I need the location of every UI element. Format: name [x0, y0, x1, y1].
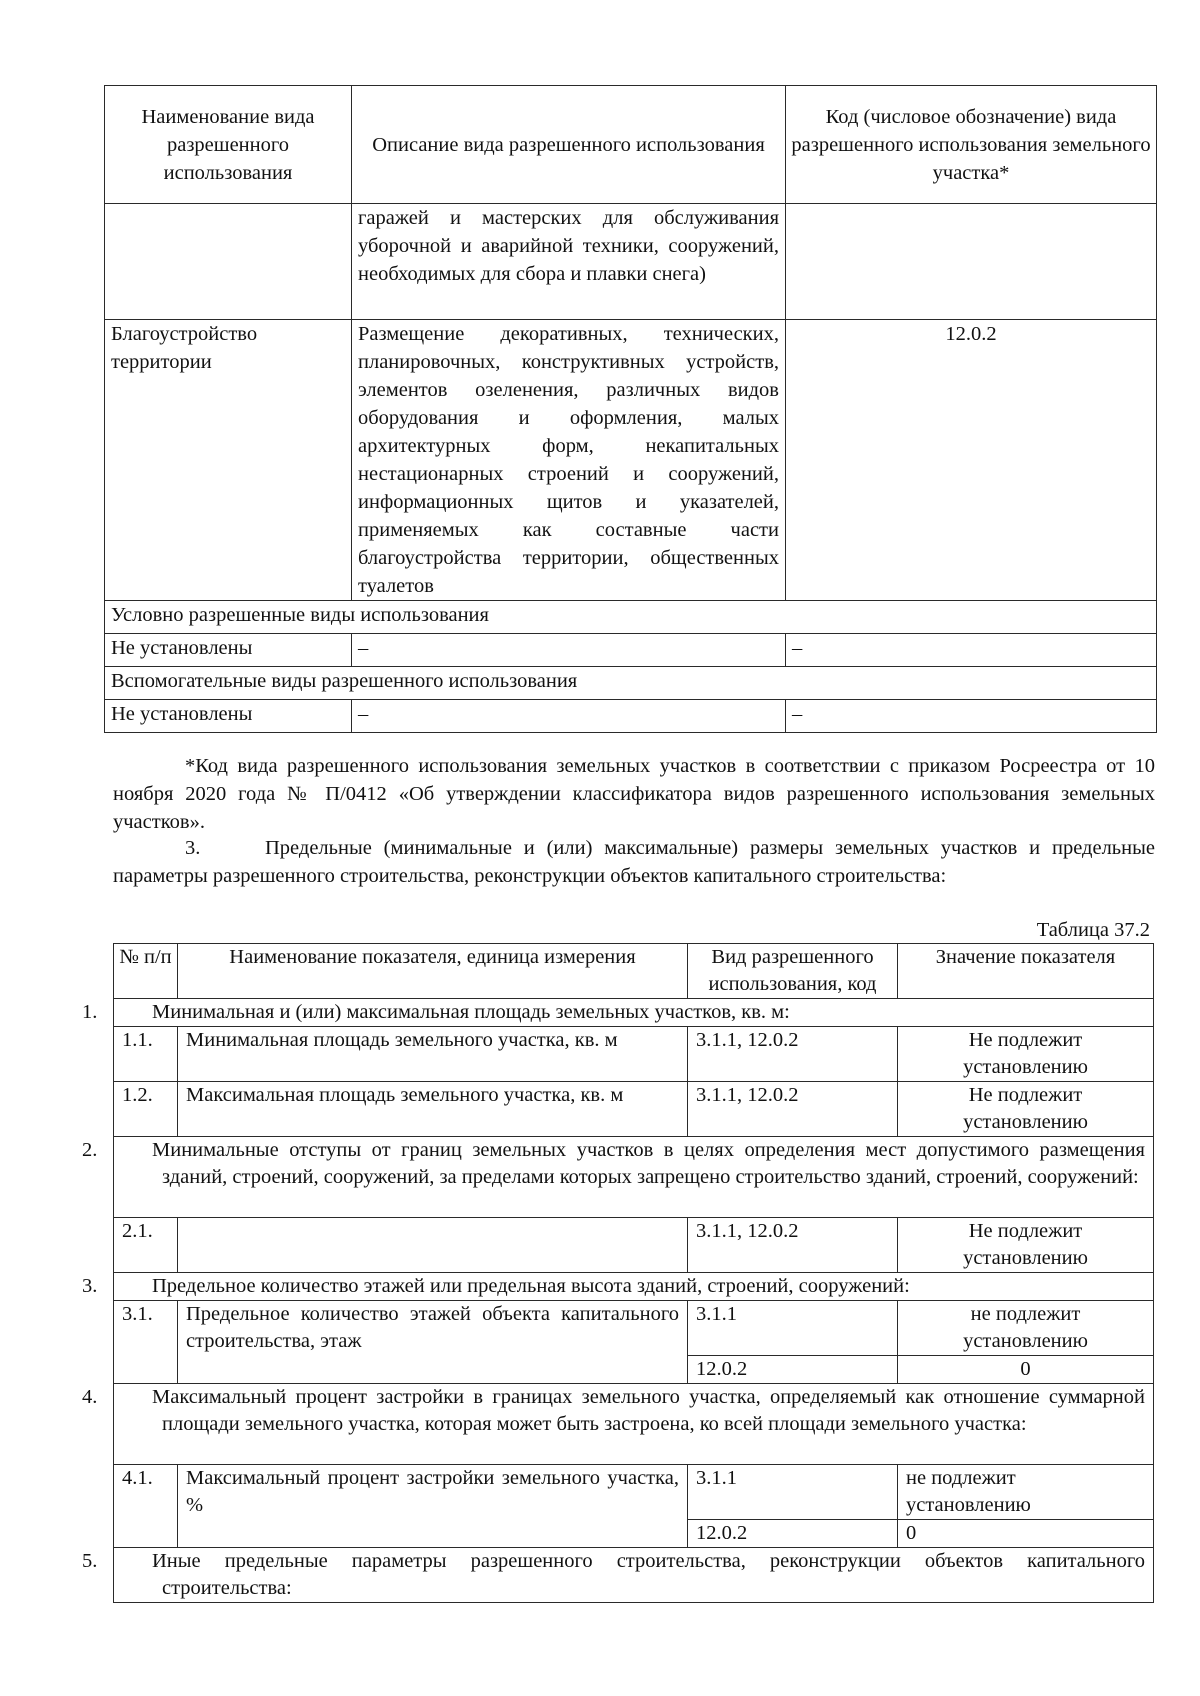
paragraph-number: 3.: [185, 837, 201, 859]
indicator-name: Максимальный процент застройки земельного участка, %: [178, 1465, 688, 1548]
indicator-name: Предельное количество этажей объекта капитального строительства, этаж: [178, 1301, 688, 1384]
section-number: 5.: [82, 1550, 98, 1572]
table-row: [105, 320, 1157, 601]
row-number: 3.1.: [114, 1301, 178, 1384]
indicator-value: Не подлежит установлению: [898, 1082, 1154, 1137]
indicator-value: 0: [898, 1520, 1154, 1548]
section-row: [105, 601, 1157, 634]
row-number: 1.2.: [114, 1082, 178, 1137]
indicator-name: Максимальная площадь земельного участка, кв. м: [178, 1082, 688, 1137]
use-name-cell: Не установлены: [105, 634, 352, 667]
table-caption: Таблица 37.2: [1036, 919, 1150, 941]
table-row: [114, 1465, 1154, 1520]
section-auxiliary-uses: Вспомогательные виды разрешенного использования: [105, 667, 1157, 700]
use-code-cell: 12.0.2: [786, 320, 1157, 601]
section-row: [114, 1273, 1154, 1301]
use-code-cell: –: [786, 700, 1157, 733]
paragraph-3: [113, 834, 1155, 890]
section-title: Иные предельные параметры разрешенного строительства, реконструкции объектов капитального строительства:: [152, 1550, 1145, 1599]
header-value: Значение показателя: [898, 944, 1154, 999]
use-code: 3.1.1: [688, 1465, 898, 1520]
indicator-name: Минимальная площадь земельного участка, кв. м: [178, 1027, 688, 1082]
section-number: 2.: [82, 1139, 98, 1161]
table-row: [114, 1218, 1154, 1273]
indicator-value: 0: [898, 1356, 1154, 1384]
section-row: [114, 1137, 1154, 1218]
limits-table: [82, 943, 1154, 1603]
permitted-use-table: [104, 85, 1157, 733]
indicator-value: не подлежит установлению: [898, 1465, 1154, 1520]
use-code: 3.1.1, 12.0.2: [688, 1218, 898, 1273]
use-code: 3.1.1, 12.0.2: [688, 1027, 898, 1082]
table-row: [105, 634, 1157, 667]
table-row: [105, 204, 1157, 320]
section-number: 1.: [82, 1001, 98, 1023]
section-conditional-uses: Условно разрешенные виды использования: [105, 601, 1157, 634]
use-description-cell: Размещение декоративных, технических, планировочных, конструктивных устройств, элементов озеленения, различных видов оборудования и оформления, малых архитектурных форм, некапитальных нестационарных строений и сооружений, информационных щитов и указателей, применяемых как составные части благоустройства территории, общественных туалетов: [352, 320, 786, 601]
use-description-cell: –: [352, 634, 786, 667]
row-number: 1.1.: [114, 1027, 178, 1082]
header-use-name: Наименование вида разрешенного использования: [105, 86, 352, 204]
indicator-value: Не подлежит установлению: [898, 1218, 1154, 1273]
header-use-code: Код (числовое обозначение) вида разрешенного использования земельного участка*: [786, 86, 1157, 204]
use-code: 12.0.2: [688, 1520, 898, 1548]
section-number: 4.: [82, 1386, 98, 1408]
indicator-value: Не подлежит установлению: [898, 1027, 1154, 1082]
header-number: № п/п: [114, 944, 178, 999]
header-use-description: Описание вида разрешенного использования: [352, 86, 786, 204]
section-row: [105, 667, 1157, 700]
header-use-code: Вид разрешенного использования, код: [688, 944, 898, 999]
table-row: [114, 1027, 1154, 1082]
section-number: 3.: [82, 1275, 98, 1297]
paragraph-text: Предельные (минимальные и (или) максимальные) размеры земельных участков и предельные параметры разрешенного строительства, реконструкции объектов капитального строительства:: [113, 837, 1155, 887]
section-title: Максимальный процент застройки в границах земельного участка, определяемый как отношение суммарной площади земельного участка, которая может быть застроена, ко всей площади земельного участка:: [152, 1386, 1145, 1435]
section-title: Предельное количество этажей или предельная высота зданий, строений, сооружений:: [152, 1275, 910, 1297]
table-row: [105, 700, 1157, 733]
header-indicator-name: Наименование показателя, единица измерения: [178, 944, 688, 999]
use-description-cell: гаражей и мастерских для обслуживания уборочной и аварийной техники, сооружений, необходимых для сбора и плавки снега): [352, 204, 786, 320]
section-row: [114, 999, 1154, 1027]
table-header-row: [105, 86, 1157, 204]
table-header-row: [114, 944, 1154, 999]
use-code: 12.0.2: [688, 1356, 898, 1384]
row-number: 4.1.: [114, 1465, 178, 1548]
footnote: [113, 752, 1155, 836]
section-title: Минимальные отступы от границ земельных участков в целях определения мест допустимого размещения зданий, строений, сооружений, за пределами которых запрещено строительство зданий, строений, сооружений:: [152, 1139, 1145, 1188]
table-row: [114, 1082, 1154, 1137]
use-code-cell: –: [786, 634, 1157, 667]
indicator-name: [178, 1218, 688, 1273]
use-code: 3.1.1, 12.0.2: [688, 1082, 898, 1137]
use-name-cell: Благоустройство территории: [105, 320, 352, 601]
use-name-cell: [105, 204, 352, 320]
footnote-text: *Код вида разрешенного использования земельных участков в соответствии с приказом Росреестра от 10 ноября 2020 года № П/0412 «Об утверждении классификатора видов разрешенного использования земельных участков».: [113, 755, 1155, 833]
use-name-cell: Не установлены: [105, 700, 352, 733]
use-code: 3.1.1: [688, 1301, 898, 1356]
table-row: [114, 1301, 1154, 1356]
section-row: [114, 1384, 1154, 1465]
section-title: Минимальная и (или) максимальная площадь земельных участков, кв. м:: [152, 1001, 790, 1023]
section-row: [114, 1548, 1154, 1603]
row-number: 2.1.: [114, 1218, 178, 1273]
indicator-value: не подлежит установлению: [898, 1301, 1154, 1356]
use-description-cell: –: [352, 700, 786, 733]
use-code-cell: [786, 204, 1157, 320]
